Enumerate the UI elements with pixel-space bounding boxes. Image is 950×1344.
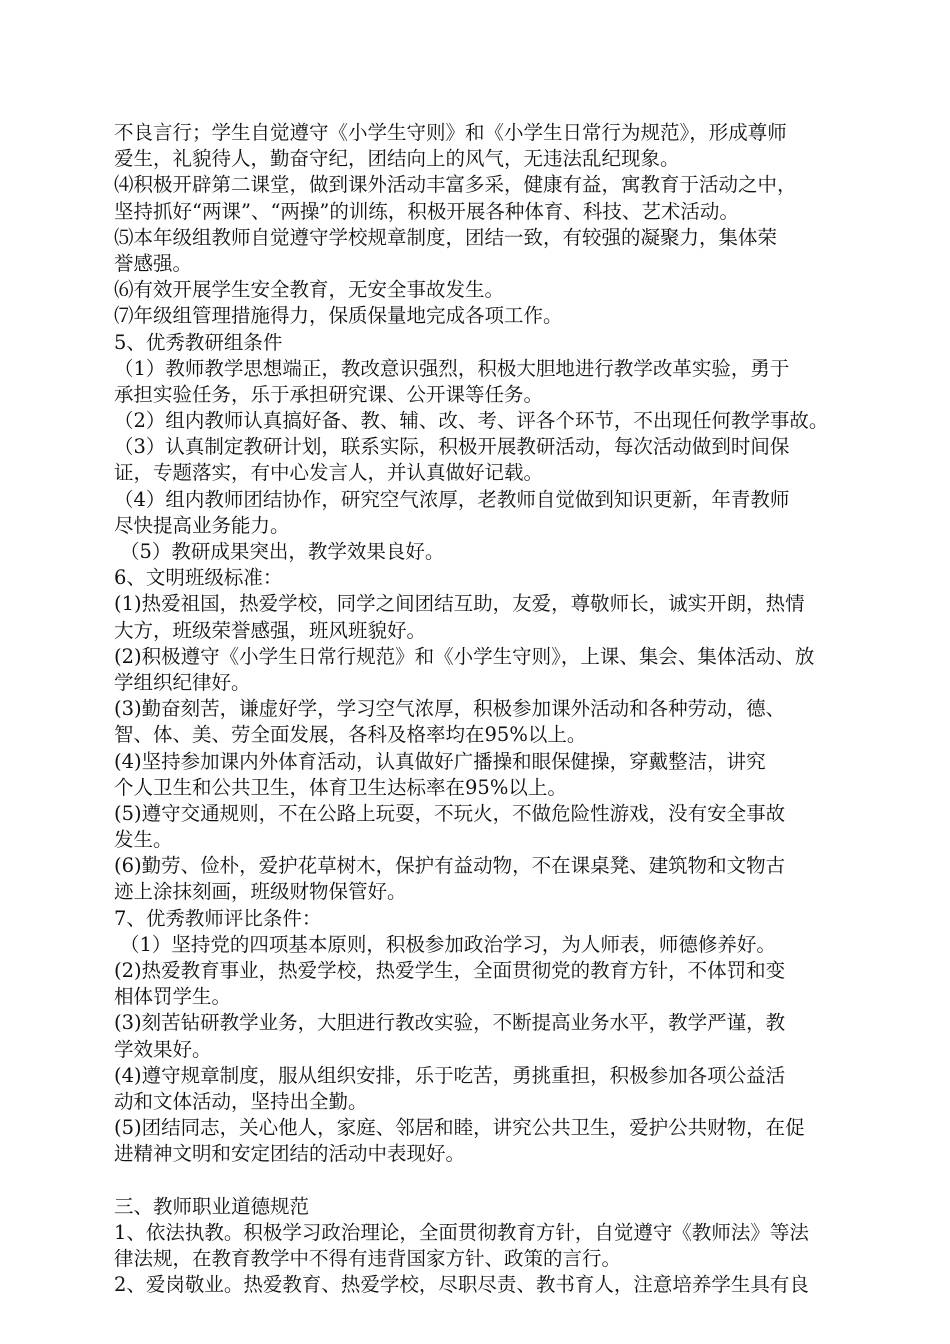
text-line: 大方，班级荣誉感强，班风班貌好。 [114,618,427,642]
text-line: 6、文明班级标准： [114,566,283,590]
text-line: 智、体、美、劳全面发展，各科及格率均在95%以上。 [114,723,587,747]
text-line: 爱生，礼貌待人，勤奋守纪，团结向上的风气，无违法乱纪现象。 [114,147,680,171]
text-line: （4）组内教师团结协作，研究空气浓厚，老教师自觉做到知识更新，年青教师 [114,487,790,511]
text-line: 发生。 [114,828,173,852]
text-line: 动和文体活动，坚持出全勤。 [114,1089,368,1113]
text-line: (3)刻苦钻研教学业务，大胆进行教改实验，不断提高业务水平，教学严谨，教 [114,1011,786,1035]
text-line: （2）组内教师认真搞好备、教、辅、改、考、评各个环节，不出现任何教学事故。 [114,409,829,433]
text-line: (2)热爱教育事业，热爱学校，热爱学生，全面贯彻党的教育方针，不体罚和变 [114,959,786,982]
text-line: (3)勤奋刻苦，谦虚好学，学习空气浓厚，积极参加课外活动和各种劳动，德、 [114,697,786,721]
text-line: ⑸本年级组教师自觉遵守学校规章制度，团结一致，有较强的凝聚力，集体荣 [114,225,778,249]
text-line: ⑷积极开辟第二课堂，做到课外活动丰富多采，健康有益，寓教育于活动之中， [114,173,797,197]
text-line: (4)遵守规章制度，服从组织安排，乐于吃苦，勇挑重担，积极参加各项公益活 [114,1063,786,1087]
text-line: 学组织纪律好。 [114,670,251,694]
text-line: (2)积极遵守《小学生日常行规范》和《小学生守则》，上课、集会、集体活动、放 [114,644,815,668]
text-line: (1)热爱祖国，热爱学校，同学之间团结互助，友爱，尊敬师长，诚实开朗，热情 [114,592,805,616]
text-line: （1）教师教学思想端正，教改意识强烈，积极大胆地进行教学改革实验，勇于 [114,356,790,380]
text-line: 誉感强。 [114,251,193,275]
text-line: (5)团结同志，关心他人，家庭、邻居和睦，讲究公共卫生，爱护公共财物，在促 [114,1116,805,1140]
text-line: 尽快提高业务能力。 [114,513,290,537]
text-line: (4)坚持参加课内外体育活动，认真做好广播操和眼保健操，穿戴整洁，讲究 [114,749,766,773]
text-line: 律法规，在教育教学中不得有违背国家方针、政策的言行。 [114,1247,622,1271]
text-line: 1、依法执教。积极学习政治理论，全面贯彻教育方针，自觉遵守《教师法》等法 [114,1220,809,1244]
text-line: 相体罚学生。 [114,985,232,1009]
text-line: 个人卫生和公共卫生，体育卫生达标率在95%以上。 [114,775,567,799]
text-line: 7、优秀教师评比条件： [114,906,322,930]
text-line: （5）教研成果突出，教学效果良好。 [120,540,445,563]
text-line: 进精神文明和安定团结的活动中表现好。 [114,1142,466,1166]
document-page [114,120,854,1298]
text-line: 迹上涂抹刻画，班级财物保管好。 [114,880,407,904]
text-line: 不良言行；学生自觉遵守《小学生守则》和《小学生日常行为规范》，形成尊师 [114,121,787,144]
text-line: 三、教师职业道德规范 [114,1194,310,1218]
text-line: 学效果好。 [114,1037,212,1061]
text-line: (6)勤劳、俭朴，爱护花草树木，保护有益动物，不在课桌凳、建筑物和文物古 [114,854,786,878]
text-line: （3）认真制定教研计划，联系实际，积极开展教研活动，每次活动做到时间保 [114,435,790,459]
text-line: 2、爱岗敬业。热爱教育、热爱学校，尽职尽责、教书育人，注意培养学生具有良 [114,1273,809,1297]
text-line: 5、优秀教研组条件 [114,330,283,354]
text-line: 坚持抓好“两课”、“两操”的训练，积极开展各种体育、科技、艺术活动。 [114,199,739,223]
text-line: 承担实验任务，乐于承担研究课、公开课等任务。 [114,382,544,406]
blank-line [114,1168,854,1194]
text-line: (5)遵守交通规则，不在公路上玩耍，不玩火，不做危险性游戏，没有安全事故 [114,801,786,825]
text-line: ⑺年级组管理措施得力，保质保量地完成各项工作。 [114,304,563,328]
text-line: ⑹有效开展学生安全教育，无安全事故发生。 [114,278,505,302]
text-line: （1）坚持党的四项基本原则，积极参加政治学习，为人师表，师德修养好。 [120,932,776,956]
text-line: 证，专题落实，有中心发言人，并认真做好记载。 [114,461,544,485]
